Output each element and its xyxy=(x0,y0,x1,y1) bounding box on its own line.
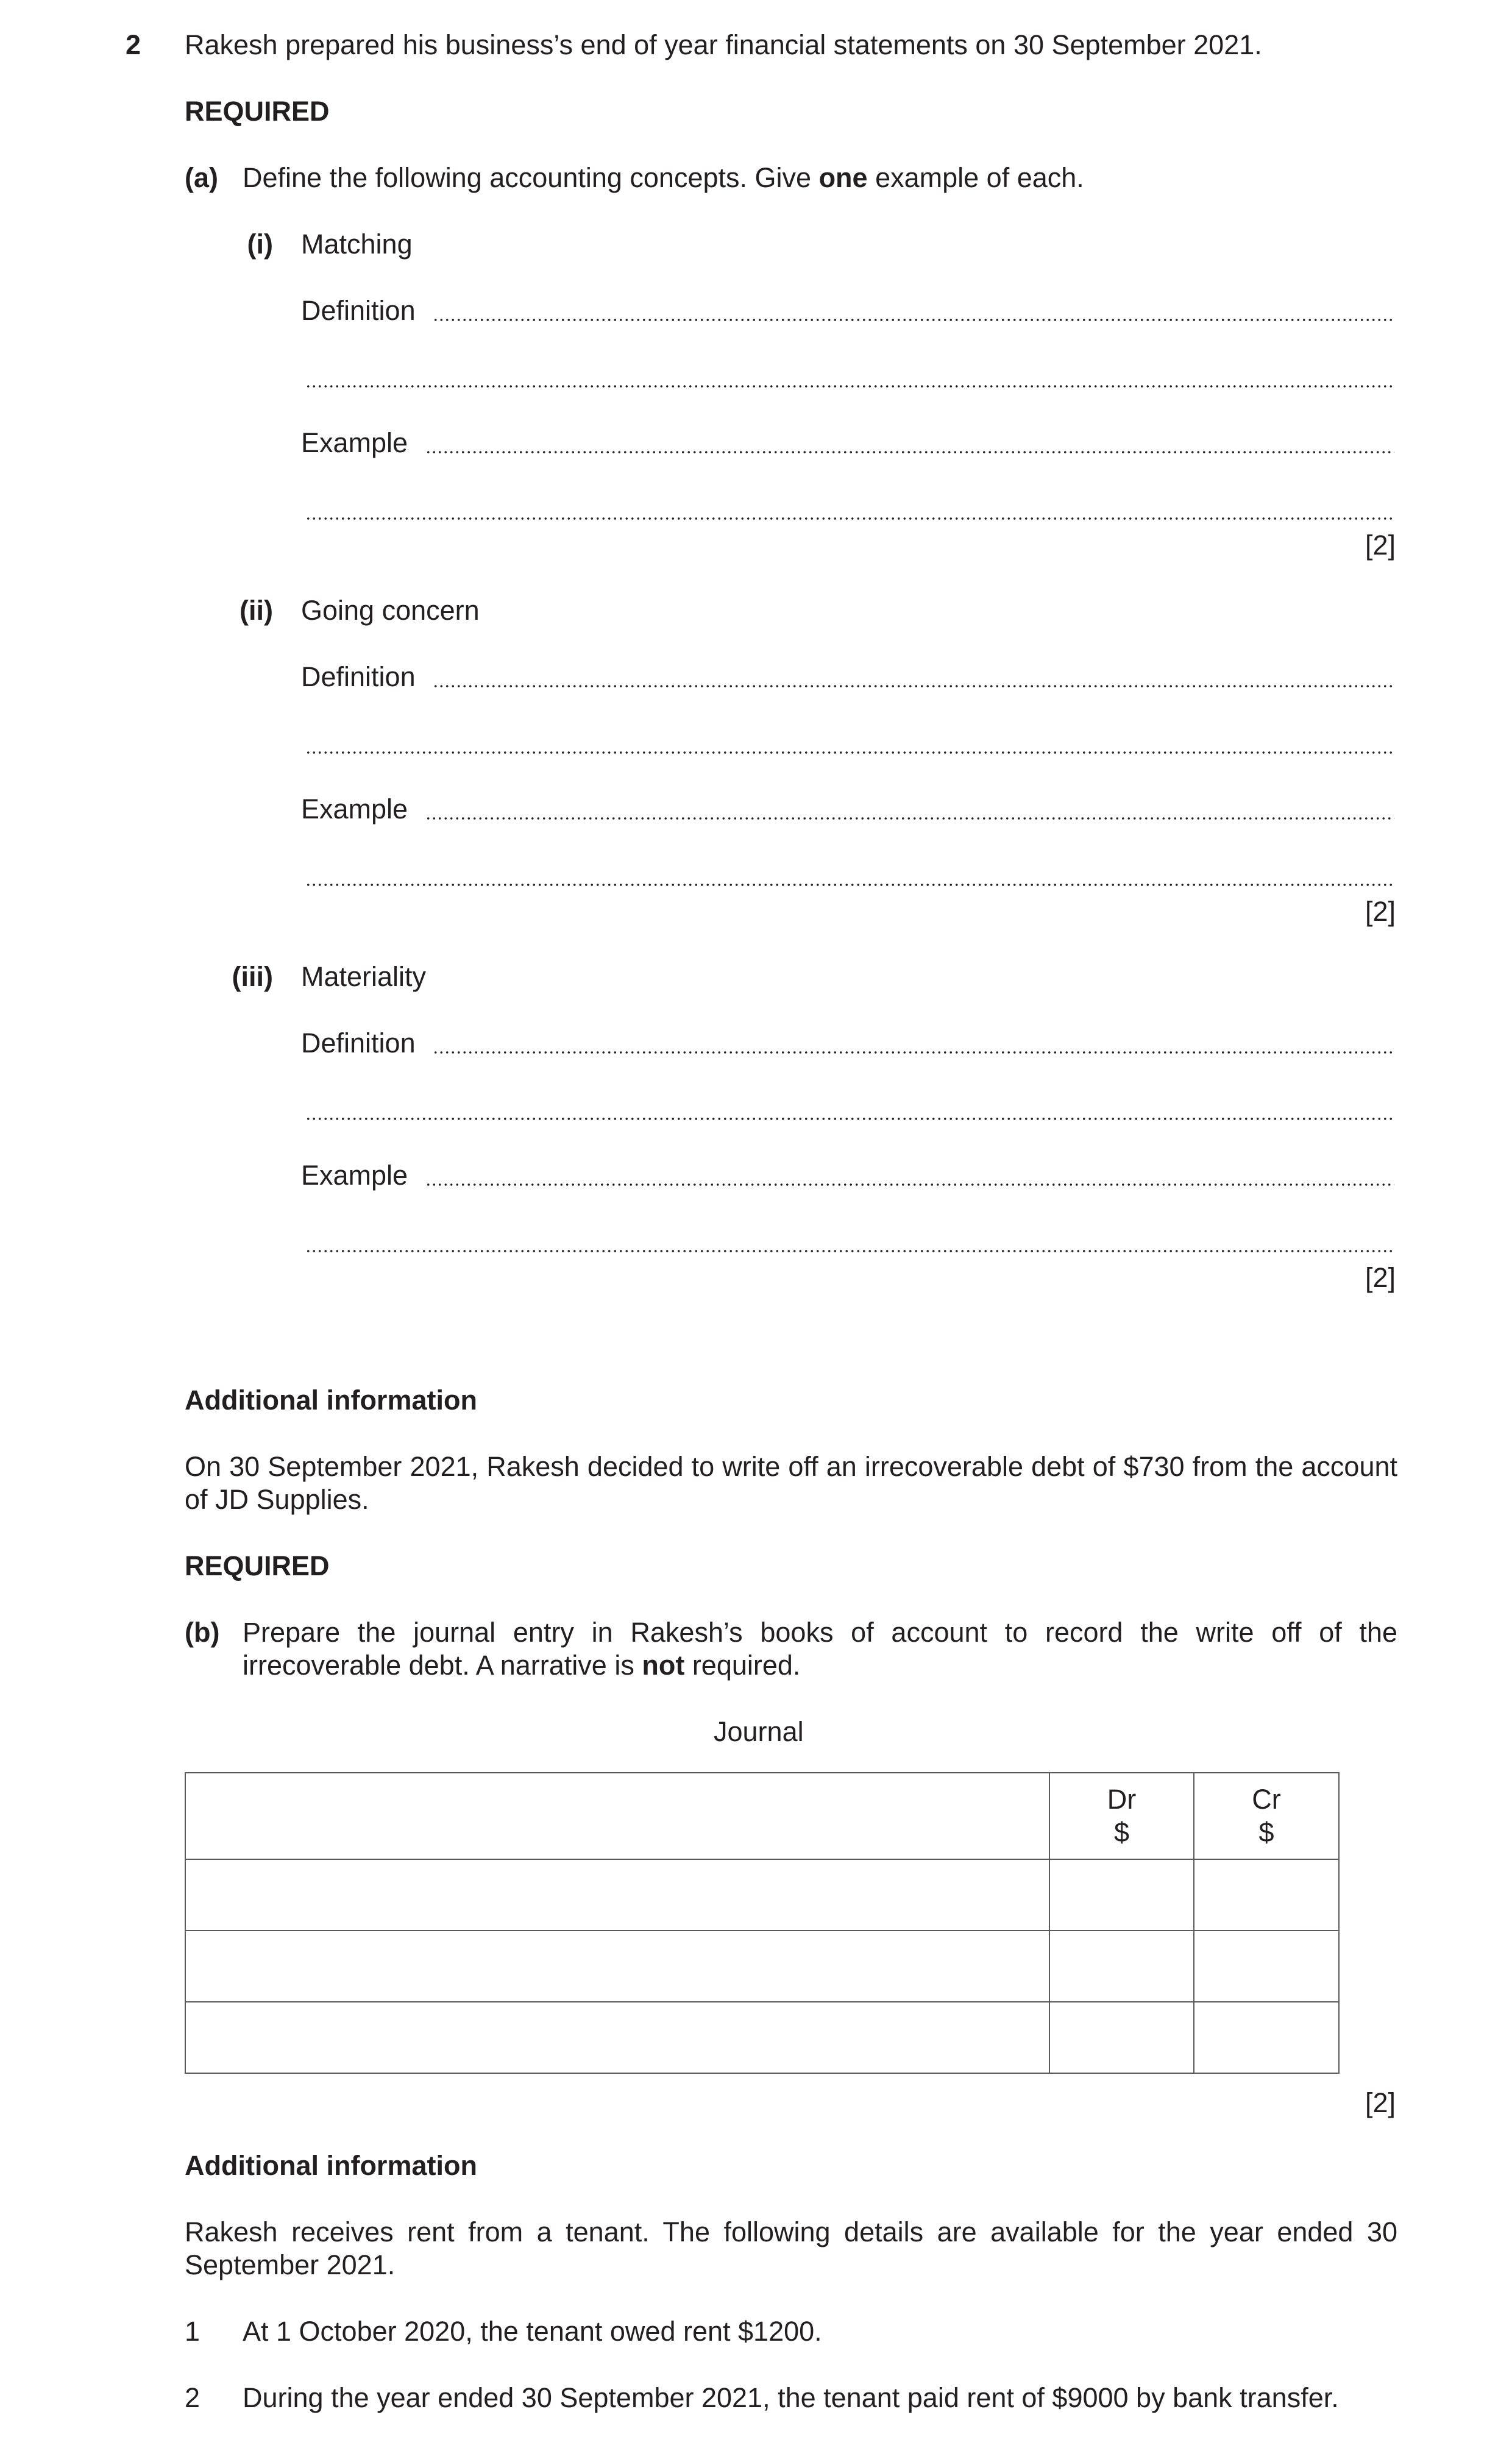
item-iii-label: (iii) xyxy=(232,961,273,992)
item-ii-label: (ii) xyxy=(240,595,273,626)
journal-cr-unit: $ xyxy=(1258,1817,1274,1848)
journal-cell-cr[interactable] xyxy=(1194,1931,1339,2002)
journal-title: Journal xyxy=(714,1716,804,1747)
journal-header-row xyxy=(185,1773,1339,1859)
journal-dr-label: Dr xyxy=(1107,1784,1137,1815)
required-heading-b: REQUIRED xyxy=(185,1550,330,1581)
list-item-number: 2 xyxy=(185,2382,201,2413)
part-b-text-bold: not xyxy=(642,1650,685,1681)
journal-header-details xyxy=(185,1773,1049,1859)
journal-cell-dr[interactable] xyxy=(1049,1859,1194,1931)
item-i-example-label: Example xyxy=(301,427,408,458)
journal-cell-dr[interactable] xyxy=(1049,1931,1194,2002)
journal-cell-details[interactable] xyxy=(185,1931,1049,2002)
part-b-text-after: required. xyxy=(684,1650,801,1681)
part-b-label: (b) xyxy=(185,1617,220,1648)
item-iii-definition-line-1[interactable] xyxy=(433,1051,1394,1054)
item-i-example-line-1[interactable] xyxy=(425,450,1394,454)
journal-row xyxy=(185,1931,1339,2002)
journal-cell-cr[interactable] xyxy=(1194,1859,1339,1931)
journal-cell-details[interactable] xyxy=(185,1859,1049,1931)
part-b-instruction xyxy=(243,1616,1397,1682)
item-iii-definition-label: Definition xyxy=(301,1027,416,1059)
item-i-marks: [2] xyxy=(1365,530,1396,561)
item-i-definition-line-2[interactable] xyxy=(305,385,1394,388)
item-ii-definition-line-1[interactable] xyxy=(433,684,1394,688)
item-ii-example-line-2[interactable] xyxy=(305,883,1394,887)
item-ii-definition-label: Definition xyxy=(301,661,416,692)
journal-cr-label: Cr xyxy=(1252,1784,1281,1815)
item-ii-example-label: Example xyxy=(301,793,408,825)
item-iii-example-line-2[interactable] xyxy=(305,1249,1394,1253)
part-b-marks: [2] xyxy=(1365,2087,1396,2118)
item-i-example-line-2[interactable] xyxy=(305,517,1394,520)
item-iii-example-label: Example xyxy=(301,1160,408,1191)
item-i-definition-line-1[interactable] xyxy=(433,318,1394,322)
list-item-number: 1 xyxy=(185,2316,201,2347)
journal-row xyxy=(185,1859,1339,1931)
journal-table xyxy=(185,1772,1340,2074)
item-i-definition-label: Definition xyxy=(301,295,416,326)
required-heading-a: REQUIRED xyxy=(185,96,330,127)
additional-info-text-1: On 30 September 2021, Rakesh decided to write off an irrecoverable debt of $730 from the account of JD Supplies. xyxy=(185,1451,1397,1515)
journal-header-dr xyxy=(1049,1773,1194,1859)
journal-row xyxy=(185,2002,1339,2073)
item-iii-title: Materiality xyxy=(301,961,427,992)
item-ii-marks: [2] xyxy=(1365,896,1396,927)
journal-cell-cr[interactable] xyxy=(1194,2002,1339,2073)
question-number: 2 xyxy=(126,29,141,60)
journal-cell-dr[interactable] xyxy=(1049,2002,1194,2073)
item-iii-example-line-1[interactable] xyxy=(425,1183,1394,1186)
item-i-label: (i) xyxy=(247,229,273,260)
part-a-text-bold: one xyxy=(818,162,868,193)
list-item-text: During the year ended 30 September 2021, the tenant paid rent of $9000 by bank transfer. xyxy=(243,2382,1339,2413)
part-a-instruction xyxy=(243,161,1084,194)
journal-dr-unit: $ xyxy=(1113,1817,1130,1848)
item-iii-marks: [2] xyxy=(1365,1262,1396,1293)
item-ii-definition-line-2[interactable] xyxy=(305,751,1394,754)
part-a-text-after: example of each. xyxy=(867,162,1084,193)
additional-info-heading-2: Additional information xyxy=(185,2150,477,2181)
part-a-text-before: Define the following accounting concepts. Give xyxy=(243,162,819,193)
list-item-text: At 1 October 2020, the tenant owed rent $1200. xyxy=(243,2316,822,2347)
part-a-label: (a) xyxy=(185,162,218,193)
item-iii-definition-line-2[interactable] xyxy=(305,1117,1394,1121)
part-b-text-before: Prepare the journal entry in Rakesh’s books of account to record the write off of the irrecoverable debt. A narrative is xyxy=(243,1617,1397,1681)
journal-header-cr xyxy=(1194,1773,1339,1859)
additional-info-text-2: Rakesh receives rent from a tenant. The following details are available for the year ended 30 September 2021. xyxy=(185,2216,1397,2280)
item-i-title: Matching xyxy=(301,229,413,260)
question-intro: Rakesh prepared his business’s end of year financial statements on 30 September 2021. xyxy=(185,29,1262,60)
journal-cell-details[interactable] xyxy=(185,2002,1049,2073)
additional-info-heading-1: Additional information xyxy=(185,1385,477,1416)
item-ii-title: Going concern xyxy=(301,595,480,626)
item-ii-example-line-1[interactable] xyxy=(425,817,1394,820)
